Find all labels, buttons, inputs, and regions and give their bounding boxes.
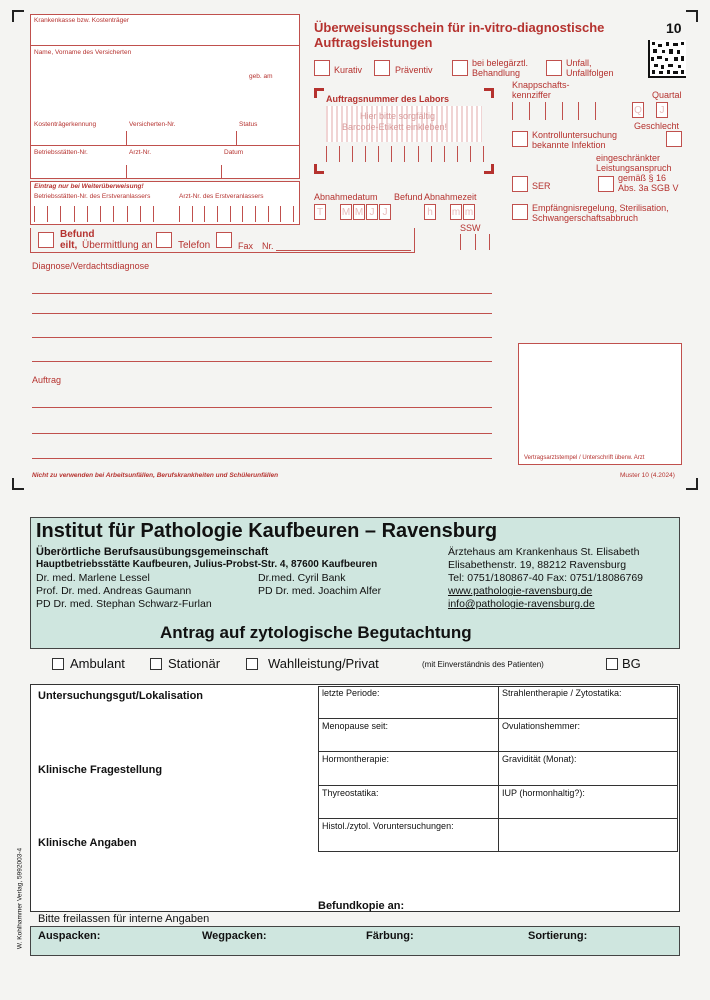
kurativ-checkbox[interactable] [314, 60, 330, 76]
fax-checkbox[interactable] [216, 232, 232, 248]
time-char: m [463, 204, 475, 220]
institute-main-site: Hauptbetriebsstätte Kaufbeuren, Julius-Probst-Str. 4, 87600 Kaufbeuren [36, 559, 378, 570]
kostentraeger-label: Kostenträgerkennung [34, 121, 97, 128]
empf-label-2: Schwangerschaftsabbruch [532, 213, 639, 223]
belegaerztl-label-2: Behandlung [472, 68, 521, 78]
corner-mark [12, 478, 24, 490]
abnahmedatum-label: Abnahmedatum [314, 192, 378, 202]
wahlleistung-checkbox[interactable] [246, 658, 258, 670]
fax-label: Fax [238, 241, 254, 251]
ambulant-checkbox[interactable] [52, 658, 64, 670]
name-label: Name, Vorname des Versicherten [34, 49, 132, 56]
befund-zeit-label: Befund [394, 192, 423, 202]
date-char: M [353, 204, 365, 220]
quartal-label: Quartal [652, 90, 682, 100]
iup-field[interactable]: IUP (hormonhaltig?): [502, 788, 585, 798]
diagnose-label: Diagnose/Verdachtsdiagnose [32, 261, 150, 271]
telefon-label: Telefon [178, 240, 211, 251]
eingeschraenkt-label-1: eingeschränkter [596, 153, 661, 163]
form-title-line1: Überweisungsschein für in-vitro-diagnostische [314, 20, 605, 35]
doctor-name: PD Dr. med. Stephan Schwarz-Furlan [36, 598, 212, 610]
status-label: Status [239, 121, 258, 128]
praeventiv-checkbox[interactable] [374, 60, 390, 76]
nr-label: Nr. [262, 241, 274, 251]
stationaer-label: Stationär [168, 656, 221, 671]
date-char: M [340, 204, 352, 220]
doctor-name: Dr.med. Cyril Bank [258, 572, 346, 584]
datamatrix-code [648, 40, 686, 78]
weiter-label: Eintrag nur bei Weiterüberweisung! [34, 183, 144, 190]
corner-mark [686, 478, 698, 490]
untersuchungsgut-label: Untersuchungsgut/Lokalisation [38, 690, 204, 702]
institute-web-link[interactable]: www.pathologie-ravensburg.de [448, 585, 593, 597]
time-char: h [424, 204, 436, 220]
quartal-char: Q [632, 102, 644, 118]
uebermittlung-label: Übermittlung an [82, 240, 153, 251]
abnahmezeit-field[interactable] [424, 204, 476, 220]
weiterueberweisung-box[interactable] [30, 181, 300, 225]
eingeschraenkt-label-2: Leistungsanspruch [596, 163, 672, 173]
time-char: m [450, 204, 462, 220]
eingeschraenkt-checkbox[interactable] [598, 176, 614, 192]
auspacken-field[interactable]: Auspacken: [38, 930, 101, 942]
muster-label: Muster 10 (4.2024) [620, 472, 675, 479]
ssw-ticks[interactable] [460, 234, 490, 250]
sortierung-field[interactable]: Sortierung: [528, 930, 588, 942]
bg-label: BG [622, 656, 641, 671]
kontroll-checkbox[interactable] [512, 131, 528, 147]
belegaerztl-label-1: bei belegärztl. [472, 58, 529, 68]
institute-right-3: Tel: 0751/180867-40 Fax: 0751/18086769 [448, 572, 643, 584]
fragestellung-label: Klinische Fragestellung [38, 764, 163, 776]
graviditaet-field[interactable]: Gravidität (Monat): [502, 754, 577, 764]
freilassen-label: Bitte freilassen für interne Angaben [38, 913, 210, 925]
praeventiv-label: Präventiv [395, 65, 433, 75]
date-char: J [366, 204, 378, 220]
faerbung-field[interactable]: Färbung: [366, 930, 414, 942]
corner-mark [686, 10, 698, 22]
doctor-name: PD Dr. med. Joachim Alfer [258, 585, 382, 597]
ambulant-label: Ambulant [70, 656, 125, 671]
patient-box[interactable] [30, 14, 300, 179]
befund-eilt-checkbox[interactable] [38, 232, 54, 248]
date-char: J [379, 204, 391, 220]
institute-email-link[interactable]: info@pathologie-ravensburg.de [448, 598, 595, 610]
arzt-nr-label: Arzt-Nr. [129, 149, 152, 156]
footer-note: Nicht zu verwenden bei Arbeitsunfällen, Berufskrankheiten und Schülerunfällen [32, 472, 279, 479]
eingeschraenkt-label-4: Abs. 3a SGB V [618, 183, 679, 193]
bsnr-erst-label: Betriebsstätten-Nr. des Erstveranlassers [34, 193, 151, 200]
menopause-field[interactable]: Menopause seit: [322, 721, 389, 731]
quartal-field[interactable] [632, 102, 669, 118]
strahlentherapie-field[interactable]: Strahlentherapie / Zytostatika: [502, 688, 622, 698]
institute-right-2: Elisabethenstr. 19, 88212 Ravensburg [448, 559, 627, 571]
histol-field[interactable]: Histol./zytol. Voruntersuchungen: [322, 821, 454, 831]
geb-label: geb. am [249, 73, 273, 80]
doctor-name: Dr. med. Marlene Lessel [36, 572, 150, 584]
zyto-form-title: Antrag auf zytologische Begutachtung [160, 623, 472, 642]
institute-subtitle: Überörtliche Berufsausübungsgemeinschaft [36, 546, 269, 558]
publisher-note: W. Kohlhammer Verlag, 5992003-4 [16, 847, 24, 950]
knapp-label-1: Knappschafts- [512, 80, 570, 90]
letzte-periode-field[interactable]: letzte Periode: [322, 688, 380, 698]
bg-checkbox[interactable] [606, 658, 618, 670]
ser-label: SER [532, 181, 551, 191]
kurativ-label: Kurativ [334, 65, 363, 75]
befund-label: Befund [60, 229, 95, 240]
form-title-line2: Auftragsleistungen [314, 35, 433, 50]
telefon-checkbox[interactable] [156, 232, 172, 248]
doctor-name: Prof. Dr. med. Andreas Gaumann [36, 585, 192, 597]
knapp-ticks[interactable] [512, 102, 596, 120]
versicherten-nr-label: Versicherten-Nr. [129, 121, 176, 128]
arzt-erst-label: Arzt-Nr. des Erstveranlassers [179, 193, 264, 200]
ovulation-field[interactable]: Ovulationshemmer: [502, 721, 581, 731]
angaben-label: Klinische Angaben [38, 837, 137, 849]
belegaerztl-checkbox[interactable] [452, 60, 468, 76]
abnahmedatum-field[interactable] [314, 204, 392, 220]
barcode-hint-1: Hier bitte sorgfältig [360, 111, 436, 121]
kontroll-label-2: bekannte Infektion [532, 140, 606, 150]
form-number: 10 [666, 20, 682, 36]
befundkopie-label: Befundkopie an: [318, 900, 405, 912]
kontroll-label-1: Kontrolluntersuchung [532, 130, 618, 140]
geschlecht-box[interactable] [666, 131, 682, 147]
abnahmezeit-label: Abnahmezeit [424, 192, 477, 202]
quartal-char: J [656, 102, 668, 118]
auftragsnummer-ticks [326, 146, 484, 162]
knapp-label-2: kennziffer [512, 90, 551, 100]
stempel-label: Vertragsarztstempel / Unterschrift überw. Arzt [524, 455, 645, 461]
auftragsnummer-label: Auftragsnummer des Labors [326, 94, 450, 104]
ssw-label: SSW [460, 223, 481, 233]
stationaer-checkbox[interactable] [150, 658, 162, 670]
empf-label-1: Empfängnisregelung, Sterilisation, [532, 203, 669, 213]
auftrag-label: Auftrag [32, 375, 62, 385]
eingeschraenkt-label-3: gemäß § 16 [618, 173, 667, 183]
unfall-label-1: Unfall, [566, 58, 592, 68]
unfall-label-2: Unfallfolgen [566, 68, 614, 78]
geschlecht-label: Geschlecht [634, 121, 680, 131]
empf-checkbox[interactable] [512, 204, 528, 220]
ser-checkbox[interactable] [512, 176, 528, 192]
wegpacken-field[interactable]: Wegpacken: [202, 930, 267, 942]
unfall-checkbox[interactable] [546, 60, 562, 76]
barcode-hint-2: Barcode-Etikett einkleben! [342, 122, 448, 132]
arztstempel-box[interactable] [518, 343, 682, 465]
eilt-label: eilt, [60, 240, 78, 251]
institute-name: Institut für Pathologie Kaufbeuren – Ravensburg [36, 520, 498, 542]
hormontherapie-field[interactable]: Hormontherapie: [322, 754, 390, 764]
datum-label: Datum [224, 149, 244, 156]
wahlleistung-label: Wahlleistung/Privat [268, 656, 379, 671]
institute-right-1: Ärztehaus am Krankenhaus St. Elisabeth [448, 546, 640, 558]
wahlleistung-note: (mit Einverständnis des Patienten) [422, 660, 544, 669]
bsnr-label: Betriebsstätten-Nr. [34, 149, 88, 156]
corner-mark [12, 10, 24, 22]
thyreostatika-field[interactable]: Thyreostatika: [322, 788, 379, 798]
date-char: T [314, 204, 326, 220]
krankenkasse-label: Krankenkasse bzw. Kostenträger [34, 17, 130, 24]
